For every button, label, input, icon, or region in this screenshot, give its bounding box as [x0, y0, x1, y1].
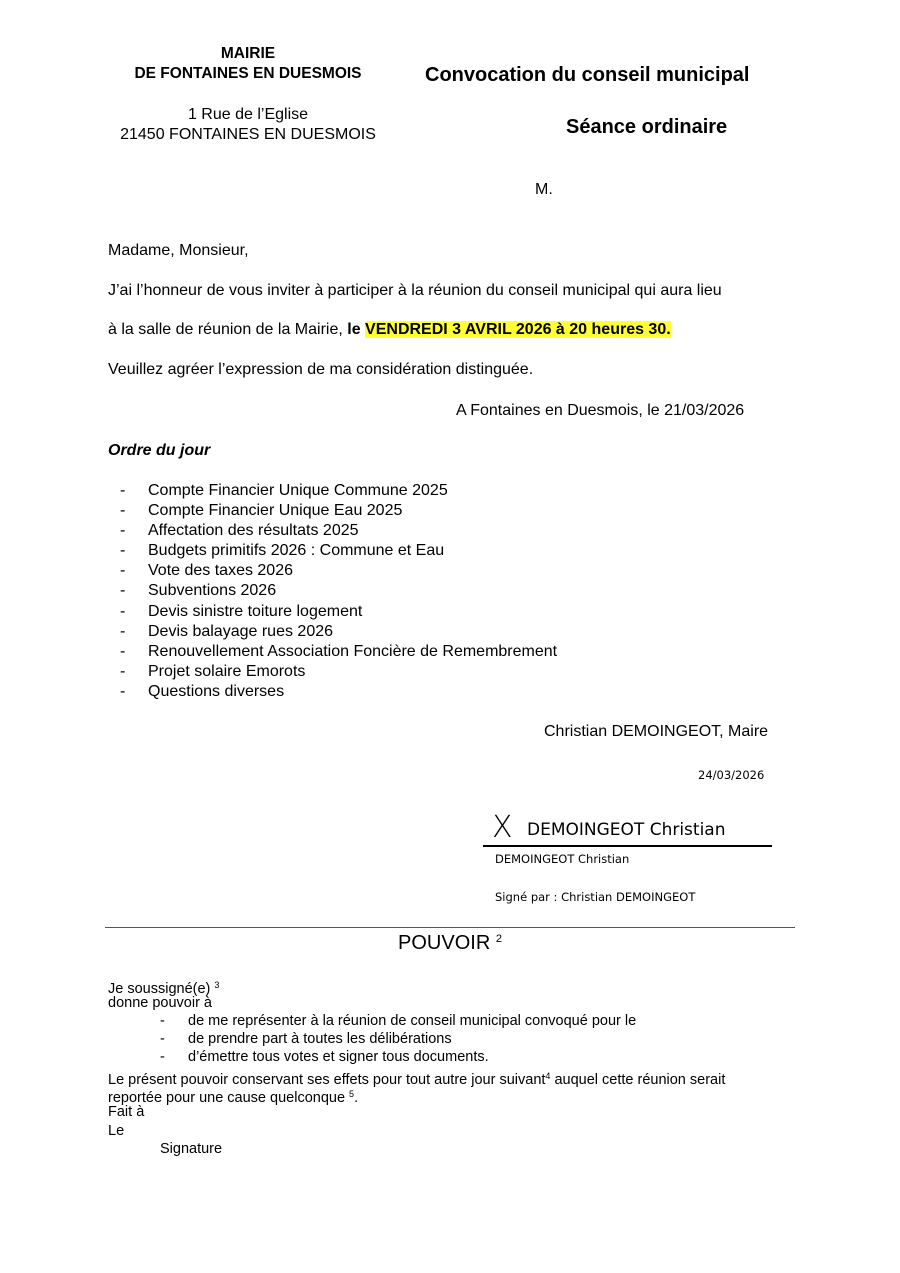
closing-formula: Veuillez agréer l’expression de ma considération distinguée.	[108, 361, 534, 378]
pouvoir-title	[0, 932, 900, 955]
soussigne-text: Je soussigné(e)	[108, 981, 211, 997]
agenda-item-text: Devis sinistre toiture logement	[148, 602, 363, 620]
present-end: .	[354, 1090, 359, 1106]
footnote-ref: 4	[545, 1071, 551, 1081]
agenda-item-text: Vote des taxes 2026	[148, 562, 293, 580]
bullet-dash: -	[120, 642, 126, 660]
signature-line	[483, 845, 772, 847]
invite-le: le	[347, 321, 366, 338]
salutation: Madame, Monsieur,	[108, 242, 249, 259]
agenda-item	[108, 602, 557, 622]
agenda-list	[108, 481, 557, 702]
present-text1: Le présent pouvoir conservant ses effets pour tout autre jour suivant	[108, 1072, 546, 1088]
le-date: Le	[108, 1123, 125, 1139]
signature-name-below: DEMOINGEOT Christian	[495, 852, 630, 866]
present-text2: auquel cette réunion serait	[550, 1072, 726, 1088]
agenda-item	[108, 581, 557, 601]
bullet-dash: -	[120, 542, 126, 560]
agenda-item-text: Renouvellement Association Foncière de Remembrement	[148, 642, 558, 660]
agenda-item	[108, 682, 557, 702]
present-text3: reportée pour une cause quelconque	[108, 1090, 346, 1106]
agenda-item-text: Budgets primitifs 2026 : Commune et Eau	[148, 542, 445, 560]
pouvoir-item	[108, 1030, 636, 1048]
bullet-dash: -	[120, 482, 126, 499]
mairie-line1: MAIRIE	[220, 45, 276, 62]
mairie-line2: DE FONTAINES EN DUESMOIS	[134, 65, 362, 82]
pouvoir-item	[108, 1012, 636, 1030]
bullet-dash: -	[120, 562, 126, 580]
agenda-item	[108, 561, 557, 581]
agenda-title: Ordre du jour	[108, 442, 211, 459]
bullet-dash: -	[120, 662, 126, 680]
present-line2	[108, 1085, 358, 1107]
agenda-item-text: Devis balayage rues 2026	[148, 622, 334, 640]
pouvoir-item	[108, 1048, 636, 1066]
bullet-dash: -	[120, 502, 126, 520]
agenda-item-text: Questions diverses	[148, 682, 285, 700]
bullet-dash: -	[120, 602, 126, 620]
invite-line2	[108, 321, 671, 339]
agenda-item	[108, 622, 557, 642]
signature-label: Signature	[160, 1141, 223, 1157]
agenda-item-text: Compte Financier Unique Eau 2025	[148, 502, 403, 520]
signature-date: 24/03/2026	[698, 768, 765, 782]
bullet-dash: -	[160, 1013, 165, 1029]
agenda-item-text: Projet solaire Emorots	[148, 662, 306, 680]
address-line2: 21450 FONTAINES EN DUESMOIS	[120, 126, 376, 143]
document-subtitle: Séance ordinaire	[566, 116, 728, 138]
place-date: A Fontaines en Duesmois, le 21/03/2026	[456, 402, 745, 419]
agenda-item	[108, 642, 557, 662]
address-line1: 1 Rue de l’Eglise	[187, 106, 309, 123]
bullet-dash: -	[120, 622, 126, 640]
agenda-item	[108, 481, 557, 501]
agenda-item	[108, 541, 557, 561]
agenda-item-text: Compte Financier Unique Commune 2025	[148, 482, 448, 499]
bullet-dash: -	[160, 1031, 165, 1047]
bullet-dash: -	[120, 522, 126, 540]
pouvoir-list	[108, 1012, 636, 1066]
mairie-name	[100, 44, 396, 84]
agenda-item	[108, 501, 557, 521]
pouvoir-item-text: de prendre part à toutes les délibérations	[188, 1031, 452, 1047]
invite-line2-prefix: à la salle de réunion de la Mairie,	[108, 321, 348, 338]
bullet-dash: -	[160, 1049, 165, 1065]
section-divider	[105, 927, 795, 928]
pouvoir-title-text: POUVOIR	[398, 932, 491, 954]
invite-line1: J’ai l’honneur de vous inviter à participer à la réunion du conseil municipal qui aura lieu	[108, 282, 722, 299]
signature-name-on-line: DEMOINGEOT Christian	[527, 820, 726, 840]
document-title: Convocation du conseil municipal	[425, 64, 750, 86]
agenda-item-text: Affectation des résultats 2025	[148, 522, 359, 540]
recipient: M.	[535, 181, 553, 198]
donne-pouvoir: donne pouvoir à	[108, 995, 212, 1011]
signed-by: Signé par : Christian DEMOINGEOT	[495, 890, 696, 904]
pouvoir-item-text: d’émettre tous votes et signer tous documents.	[188, 1049, 489, 1065]
footnote-ref: 3	[214, 980, 220, 990]
agenda-item-text: Subventions 2026	[148, 582, 277, 600]
signature-x-mark: X	[492, 810, 513, 845]
agenda-item	[108, 521, 557, 541]
signer-name: Christian DEMOINGEOT, Maire	[544, 723, 769, 740]
fait-a: Fait à	[108, 1104, 145, 1120]
mairie-address	[100, 105, 396, 145]
footnote-ref: 2	[495, 933, 502, 945]
footnote-ref: 5	[349, 1089, 355, 1099]
pouvoir-item-text: de me représenter à la réunion de conseil municipal convoqué pour le	[188, 1013, 637, 1029]
meeting-date-highlight: VENDREDI 3 AVRIL 2026 à 20 heures 30.	[365, 321, 671, 338]
bullet-dash: -	[120, 682, 126, 700]
agenda-item	[108, 662, 557, 682]
bullet-dash: -	[120, 582, 126, 600]
